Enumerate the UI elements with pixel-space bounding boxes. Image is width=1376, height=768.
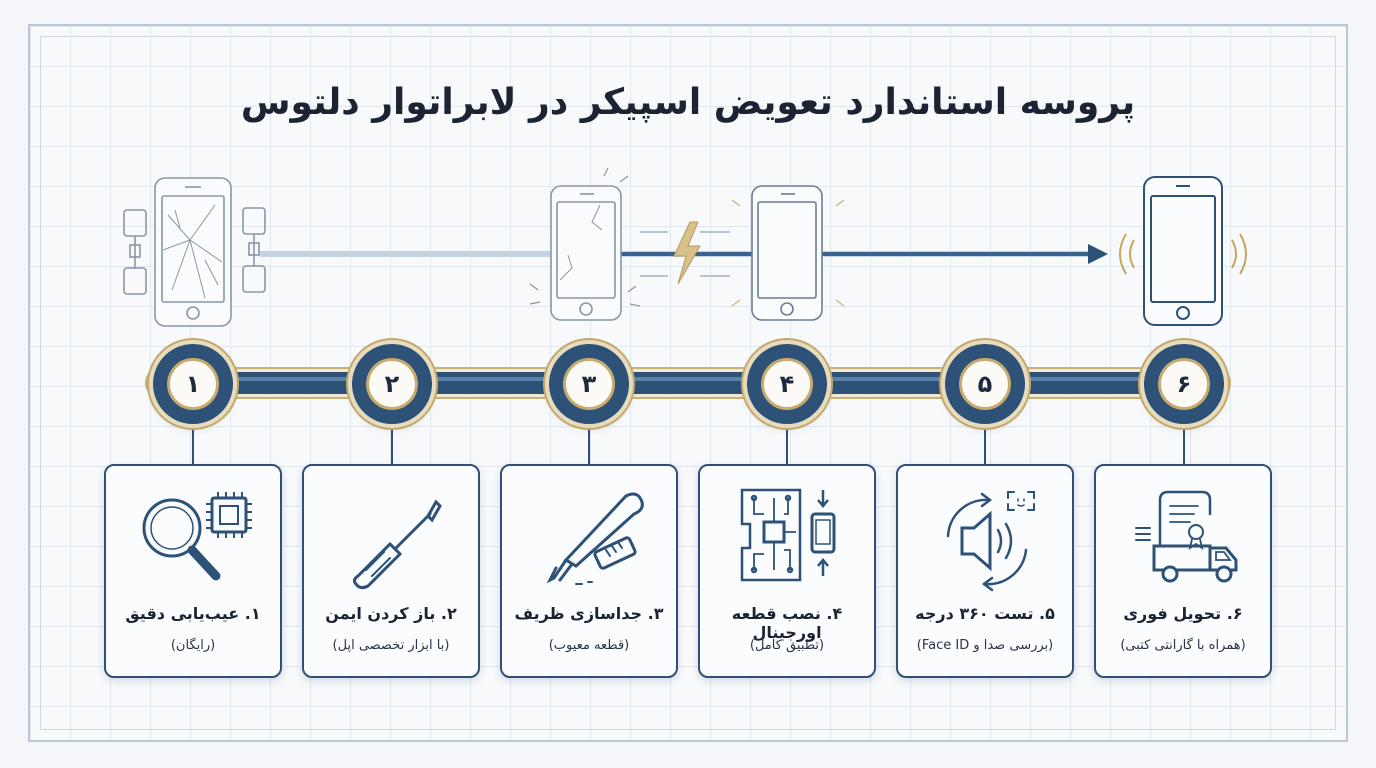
step-card-5 bbox=[896, 464, 1074, 678]
step-number: ۶ bbox=[1158, 358, 1210, 410]
phone-repair-illustration bbox=[0, 0, 1376, 340]
step-node-1 bbox=[153, 344, 233, 424]
step-number: ۵ bbox=[959, 358, 1011, 410]
step-title: ۲. باز کردن ایمن bbox=[325, 604, 457, 623]
step-card-1 bbox=[104, 464, 282, 678]
connector-3 bbox=[588, 424, 590, 464]
delivery-truck-icon bbox=[1120, 484, 1250, 594]
circuit-board-icon bbox=[724, 484, 854, 594]
step-title: ۵. تست ۳۶۰ درجه bbox=[915, 604, 1055, 623]
step-subtitle: (قطعه معیوب) bbox=[548, 638, 630, 653]
step-title: ۶. تحویل فوری bbox=[1123, 604, 1243, 623]
cracked-phone-icon bbox=[530, 168, 640, 320]
step-number: ۳ bbox=[563, 358, 615, 410]
step-node-3 bbox=[549, 344, 629, 424]
step-node-4 bbox=[747, 344, 827, 424]
step-node-2 bbox=[352, 344, 432, 424]
working-phone-icon bbox=[1120, 177, 1246, 325]
timeline-highlight bbox=[160, 377, 1216, 381]
step-subtitle: (با ابزار تخصصی اپل) bbox=[332, 638, 450, 653]
timeline-track bbox=[150, 372, 1226, 394]
progress-arrowhead-icon bbox=[1088, 244, 1108, 264]
step-node-6 bbox=[1144, 344, 1224, 424]
step-number: ۴ bbox=[761, 358, 813, 410]
page-title: پروسه استاندارد تعویض اسپیکر در لابراتوار دلتوس bbox=[240, 82, 1136, 123]
step-subtitle: (همراه با گارانتی کتبی) bbox=[1120, 638, 1246, 653]
connector-5 bbox=[984, 424, 986, 464]
connector-6 bbox=[1183, 424, 1185, 464]
tweezers-icon bbox=[526, 484, 656, 594]
step-title: ۳. جداسازی ظریف bbox=[514, 604, 664, 623]
connector-2 bbox=[391, 424, 393, 464]
magnifier-chip-icon bbox=[130, 484, 260, 594]
connector-1 bbox=[192, 424, 194, 464]
broken-phone-icon bbox=[124, 178, 265, 326]
step-subtitle: (تطبیق کامل) bbox=[749, 638, 825, 653]
connector-4 bbox=[786, 424, 788, 464]
step-number: ۲ bbox=[366, 358, 418, 410]
screwdriver-icon bbox=[328, 484, 458, 594]
step-subtitle: (بررسی صدا و Face ID) bbox=[916, 638, 1054, 653]
step-number: ۱ bbox=[167, 358, 219, 410]
step-card-6 bbox=[1094, 464, 1272, 678]
step-title: ۱. عیب‌یابی دقیق bbox=[125, 604, 261, 623]
step-node-5 bbox=[945, 344, 1025, 424]
step-card-4 bbox=[698, 464, 876, 678]
speaker-test-icon bbox=[922, 484, 1052, 594]
step-card-2 bbox=[302, 464, 480, 678]
step-subtitle: (رایگان) bbox=[170, 638, 216, 653]
step-card-3 bbox=[500, 464, 678, 678]
step-title: ۴. نصب قطعه اورجینال bbox=[731, 604, 843, 642]
